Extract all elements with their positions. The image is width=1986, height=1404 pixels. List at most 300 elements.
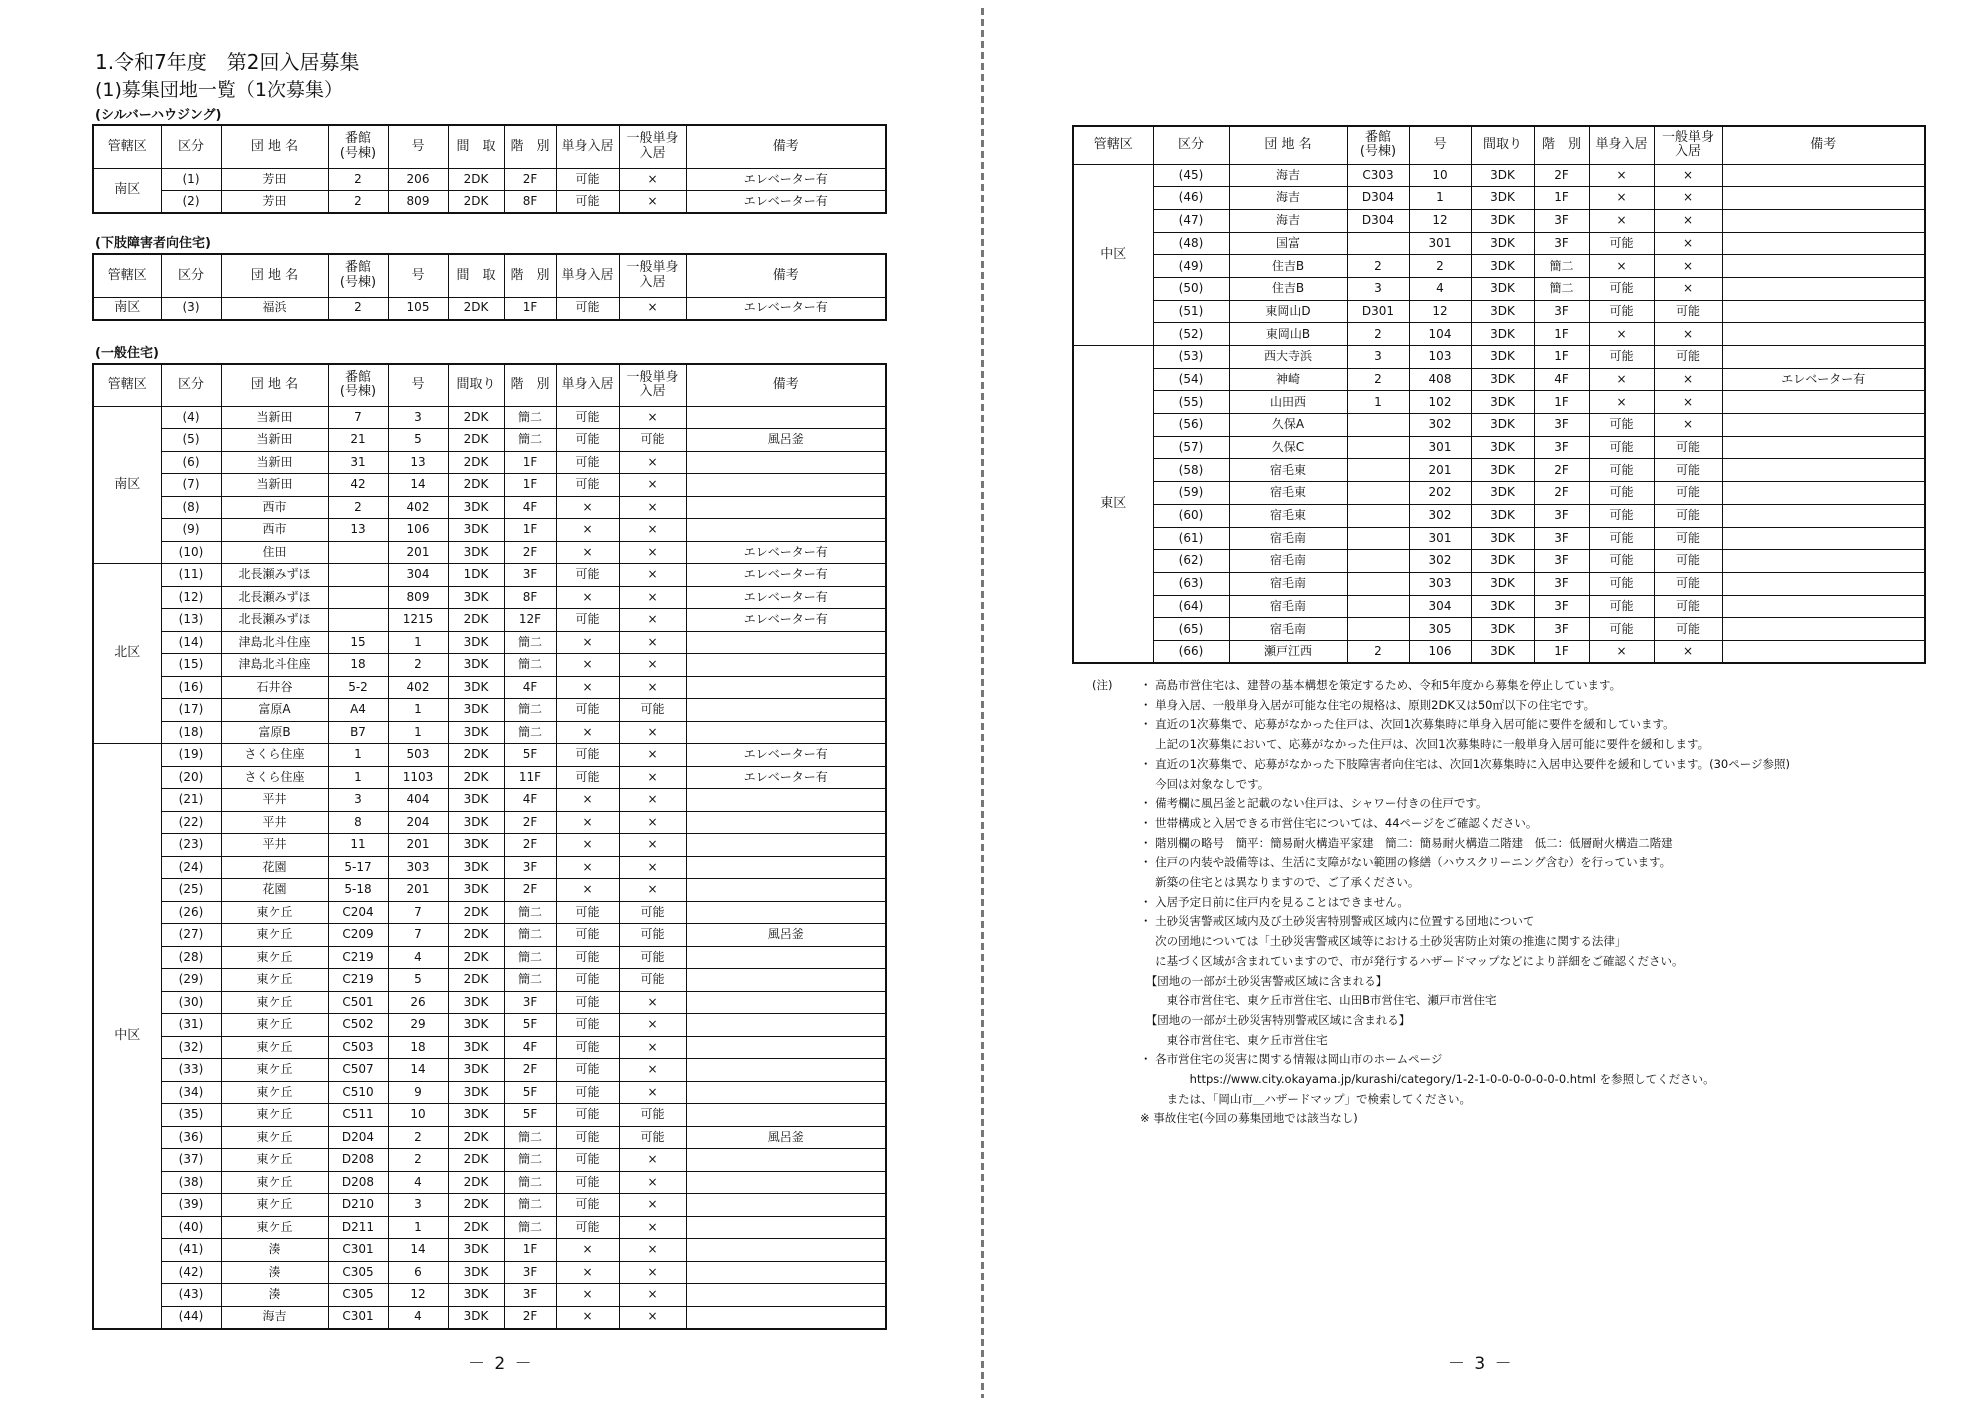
floor-cell: 1F	[1534, 640, 1589, 663]
table-row	[1073, 300, 1925, 323]
unit-number-cell: (63)	[1153, 572, 1229, 595]
room-number-cell: 14	[388, 474, 448, 497]
complex-name-cell: 東ケ丘	[221, 1014, 328, 1037]
layout-cell: 3DK	[448, 1059, 504, 1082]
column-header: 管轄区	[93, 254, 161, 297]
floor-cell: 2F	[1534, 482, 1589, 505]
unit-number-cell: (12)	[161, 586, 221, 609]
complex-name-cell: 瀬戸江西	[1229, 640, 1347, 663]
floor-cell: 4F	[1534, 368, 1589, 391]
floor-cell: 簡二	[504, 969, 556, 992]
general-single-occupancy-cell: ×	[619, 1059, 686, 1082]
layout-cell: 2DK	[448, 1149, 504, 1172]
building-number-cell	[1347, 232, 1409, 255]
unit-number-cell: (57)	[1153, 436, 1229, 459]
room-number-cell: 9	[388, 1081, 448, 1104]
single-occupancy-cell: 可能	[556, 1036, 619, 1059]
complex-name-cell: 久保C	[1229, 436, 1347, 459]
building-number-cell: D210	[328, 1194, 388, 1217]
remarks-cell	[1722, 640, 1925, 663]
floor-cell: 2F	[504, 1059, 556, 1082]
complex-name-cell: 住田	[221, 541, 328, 564]
layout-cell: 1DK	[448, 564, 504, 587]
note-line: ・ 階別欄の略号 簡平：簡易耐火構造平家建 簡二：簡易耐火構造二階建 低二：低層耐火構造二階建	[1140, 835, 1673, 850]
column-header: 間取り	[448, 364, 504, 406]
complex-name-cell: 当新田	[221, 451, 328, 474]
unit-number-cell: (41)	[161, 1239, 221, 1262]
room-number-cell: 1	[388, 699, 448, 722]
complex-name-cell: 石井谷	[221, 676, 328, 699]
unit-number-cell: (16)	[161, 676, 221, 699]
column-header: 一般単身 入居	[1654, 126, 1722, 164]
floor-cell: 簡二	[504, 1194, 556, 1217]
single-occupancy-cell: ×	[556, 789, 619, 812]
single-occupancy-cell: 可能	[556, 766, 619, 789]
remarks-cell	[686, 879, 886, 902]
column-header: 階 別	[1534, 126, 1589, 164]
room-number-cell: 4	[388, 946, 448, 969]
single-occupancy-cell: 可能	[556, 1126, 619, 1149]
room-number-cell: 4	[1409, 277, 1471, 300]
general-single-occupancy-cell: ×	[1654, 323, 1722, 346]
room-number-cell: 106	[1409, 640, 1471, 663]
table-row	[1073, 209, 1925, 232]
table-row	[1073, 459, 1925, 482]
floor-cell: 1F	[1534, 187, 1589, 210]
room-number-cell: 809	[388, 586, 448, 609]
building-number-cell: 15	[328, 631, 388, 654]
general-single-occupancy-cell: ×	[619, 1194, 686, 1217]
layout-cell: 2DK	[448, 429, 504, 452]
building-number-cell	[1347, 436, 1409, 459]
layout-cell: 2DK	[448, 474, 504, 497]
room-number-cell: 5	[388, 429, 448, 452]
layout-cell: 2DK	[448, 901, 504, 924]
district-cell: 南区	[93, 168, 161, 213]
room-number-cell: 10	[1409, 164, 1471, 187]
general-single-occupancy-cell: ×	[619, 297, 686, 320]
table-row	[93, 519, 886, 542]
table-row	[1073, 391, 1925, 414]
unit-number-cell: (9)	[161, 519, 221, 542]
table-row	[93, 191, 886, 214]
unit-number-cell: (40)	[161, 1216, 221, 1239]
room-number-cell: 302	[1409, 550, 1471, 573]
remarks-cell	[686, 1036, 886, 1059]
remarks-cell: 風呂釜	[686, 924, 886, 947]
floor-cell: 4F	[504, 789, 556, 812]
general-single-occupancy-cell: ×	[619, 1149, 686, 1172]
building-number-cell: 2	[328, 297, 388, 320]
remarks-cell	[686, 789, 886, 812]
room-number-cell: 809	[388, 191, 448, 214]
unit-number-cell: (55)	[1153, 391, 1229, 414]
complex-name-cell: 山田西	[1229, 391, 1347, 414]
unit-number-cell: (7)	[161, 474, 221, 497]
unit-number-cell: (50)	[1153, 277, 1229, 300]
complex-name-cell: 平井	[221, 789, 328, 812]
table-header-row	[93, 254, 886, 297]
remarks-cell: エレベーター有	[686, 586, 886, 609]
floor-cell: 3F	[1534, 209, 1589, 232]
table-row	[93, 834, 886, 857]
single-occupancy-cell: 可能	[556, 991, 619, 1014]
table-row	[1073, 550, 1925, 573]
complex-name-cell: 東ケ丘	[221, 991, 328, 1014]
floor-cell: 簡二	[1534, 255, 1589, 278]
layout-cell: 3DK	[1471, 459, 1534, 482]
layout-cell: 3DK	[448, 789, 504, 812]
remarks-cell	[686, 1216, 886, 1239]
general-single-occupancy-cell: ×	[619, 1239, 686, 1262]
general-single-occupancy-cell: 可能	[619, 1126, 686, 1149]
complex-name-cell: 東ケ丘	[221, 946, 328, 969]
table-row	[93, 1014, 886, 1037]
building-number-cell	[1347, 595, 1409, 618]
unit-number-cell: (25)	[161, 879, 221, 902]
note-line: または、「岡山市＿ハザードマップ」で検索してください。	[1140, 1091, 1471, 1106]
district-cell: 北区	[93, 564, 161, 744]
complex-name-cell: さくら住座	[221, 766, 328, 789]
unit-number-cell: (6)	[161, 451, 221, 474]
general-single-occupancy-cell: ×	[619, 1306, 686, 1329]
complex-name-cell: 当新田	[221, 474, 328, 497]
general-single-occupancy-cell: ×	[619, 744, 686, 767]
note-line: 今回は対象なしです。	[1140, 776, 1270, 791]
complex-name-cell: 海吉	[1229, 187, 1347, 210]
building-number-cell: 5-2	[328, 676, 388, 699]
room-number-cell: 12	[388, 1284, 448, 1307]
note-line: ・ 直近の1次募集で、応募がなかった住戸は、次回1次募集時に単身入居可能に要件を緩和しています。	[1140, 717, 1675, 732]
remarks-cell	[686, 496, 886, 519]
general-single-occupancy-cell: ×	[619, 676, 686, 699]
single-occupancy-cell: 可能	[556, 191, 619, 214]
room-number-cell: 402	[388, 676, 448, 699]
complex-name-cell: 津島北斗住座	[221, 631, 328, 654]
note-line: 【団地の一部が土砂災害警戒区域に含まれる】	[1140, 973, 1388, 988]
floor-cell: 3F	[1534, 414, 1589, 437]
section-caption-general: (一般住宅)	[95, 346, 159, 361]
floor-cell: 4F	[504, 496, 556, 519]
general-single-occupancy-cell: ×	[1654, 368, 1722, 391]
single-occupancy-cell: ×	[1589, 255, 1654, 278]
single-occupancy-cell: 可能	[1589, 436, 1654, 459]
unit-number-cell: (14)	[161, 631, 221, 654]
column-header: 番館 (号棟)	[328, 364, 388, 406]
remarks-cell	[686, 699, 886, 722]
room-number-cell: 102	[1409, 391, 1471, 414]
building-number-cell: 1	[328, 766, 388, 789]
remarks-cell	[686, 1081, 886, 1104]
unit-number-cell: (60)	[1153, 504, 1229, 527]
unit-number-cell: (15)	[161, 654, 221, 677]
single-occupancy-cell: ×	[556, 654, 619, 677]
remarks-cell	[686, 1239, 886, 1262]
complex-name-cell: 住吉B	[1229, 277, 1347, 300]
column-header: 号	[388, 125, 448, 168]
table-row	[93, 699, 886, 722]
notes-tag: (注)	[1092, 678, 1113, 692]
floor-cell: 1F	[504, 474, 556, 497]
unit-number-cell: (18)	[161, 721, 221, 744]
unit-number-cell: (2)	[161, 191, 221, 214]
floor-cell: 簡二	[504, 721, 556, 744]
building-number-cell: 3	[1347, 346, 1409, 369]
table-row	[93, 586, 886, 609]
table-row	[93, 496, 886, 519]
remarks-cell	[686, 519, 886, 542]
floor-cell: 2F	[504, 1306, 556, 1329]
single-occupancy-cell: ×	[556, 519, 619, 542]
page-fold-divider	[981, 8, 984, 1398]
building-number-cell: 2	[328, 168, 388, 191]
unit-number-cell: (1)	[161, 168, 221, 191]
general-single-occupancy-cell: 可能	[1654, 572, 1722, 595]
general-single-occupancy-cell: ×	[619, 1171, 686, 1194]
remarks-cell	[1722, 323, 1925, 346]
floor-cell: 12F	[504, 609, 556, 632]
floor-cell: 4F	[504, 676, 556, 699]
building-number-cell: D208	[328, 1149, 388, 1172]
unit-number-cell: (29)	[161, 969, 221, 992]
table-row	[93, 924, 886, 947]
room-number-cell: 202	[1409, 482, 1471, 505]
layout-cell: 3DK	[448, 631, 504, 654]
floor-cell: 2F	[1534, 459, 1589, 482]
column-header: 号	[388, 254, 448, 297]
remarks-cell	[1722, 255, 1925, 278]
floor-cell: 11F	[504, 766, 556, 789]
layout-cell: 3DK	[448, 1014, 504, 1037]
complex-name-cell: 津島北斗住座	[221, 654, 328, 677]
floor-cell: 8F	[504, 191, 556, 214]
layout-cell: 3DK	[1471, 209, 1534, 232]
table-row	[1073, 187, 1925, 210]
room-number-cell: 201	[388, 834, 448, 857]
remarks-cell	[1722, 391, 1925, 414]
layout-cell: 3DK	[448, 699, 504, 722]
general-single-occupancy-cell: 可能	[619, 1104, 686, 1127]
table-row	[93, 879, 886, 902]
single-occupancy-cell: 可能	[1589, 300, 1654, 323]
single-occupancy-cell: ×	[556, 631, 619, 654]
building-number-cell	[328, 586, 388, 609]
table-row	[93, 721, 886, 744]
floor-cell: 3F	[1534, 595, 1589, 618]
floor-cell: 簡二	[504, 901, 556, 924]
column-header: 階 別	[504, 364, 556, 406]
room-number-cell: 14	[388, 1059, 448, 1082]
table-row	[1073, 414, 1925, 437]
layout-cell: 3DK	[448, 879, 504, 902]
unit-number-cell: (64)	[1153, 595, 1229, 618]
building-number-cell: C305	[328, 1284, 388, 1307]
complex-name-cell: 住吉B	[1229, 255, 1347, 278]
general-single-occupancy-cell: ×	[1654, 209, 1722, 232]
room-number-cell: 4	[388, 1306, 448, 1329]
layout-cell: 2DK	[448, 451, 504, 474]
general-single-occupancy-cell: ×	[619, 631, 686, 654]
complex-name-cell: 湊	[221, 1261, 328, 1284]
layout-cell: 2DK	[448, 969, 504, 992]
remarks-cell	[686, 1306, 886, 1329]
remarks-cell	[1722, 232, 1925, 255]
complex-name-cell: 国富	[1229, 232, 1347, 255]
layout-cell: 2DK	[448, 924, 504, 947]
complex-name-cell: 宿毛南	[1229, 572, 1347, 595]
table-row	[93, 811, 886, 834]
unit-number-cell: (22)	[161, 811, 221, 834]
unit-number-cell: (32)	[161, 1036, 221, 1059]
single-occupancy-cell: ×	[1589, 640, 1654, 663]
complex-name-cell: 東ケ丘	[221, 901, 328, 924]
general-single-occupancy-cell: ×	[1654, 187, 1722, 210]
floor-cell: 2F	[504, 879, 556, 902]
room-number-cell: 303	[1409, 572, 1471, 595]
layout-cell: 3DK	[1471, 164, 1534, 187]
unit-number-cell: (39)	[161, 1194, 221, 1217]
remarks-cell	[686, 811, 886, 834]
building-number-cell: 31	[328, 451, 388, 474]
unit-number-cell: (4)	[161, 406, 221, 429]
unit-number-cell: (30)	[161, 991, 221, 1014]
general-single-occupancy-cell: ×	[1654, 164, 1722, 187]
single-occupancy-cell: 可能	[556, 564, 619, 587]
single-occupancy-cell: 可能	[1589, 346, 1654, 369]
floor-cell: 簡二	[504, 924, 556, 947]
room-number-cell: 103	[1409, 346, 1471, 369]
remarks-cell	[1722, 572, 1925, 595]
general-single-occupancy-cell: 可能	[1654, 482, 1722, 505]
single-occupancy-cell: ×	[556, 1306, 619, 1329]
column-header: 番館 (号棟)	[328, 254, 388, 297]
room-number-cell: 2	[388, 1149, 448, 1172]
complex-name-cell: 海吉	[1229, 164, 1347, 187]
column-header: 間 取	[448, 125, 504, 168]
table-header-row	[1073, 126, 1925, 164]
floor-cell: 3F	[1534, 436, 1589, 459]
table-row	[1073, 346, 1925, 369]
column-header: 間 取	[448, 254, 504, 297]
remarks-cell	[1722, 550, 1925, 573]
layout-cell: 3DK	[1471, 572, 1534, 595]
room-number-cell: 12	[1409, 300, 1471, 323]
table-row	[93, 1216, 886, 1239]
general-single-occupancy-cell: 可能	[1654, 550, 1722, 573]
unit-number-cell: (34)	[161, 1081, 221, 1104]
building-number-cell	[1347, 504, 1409, 527]
page-number: － 3 －	[1448, 1354, 1514, 1374]
building-number-cell: C219	[328, 969, 388, 992]
floor-cell: 3F	[504, 1261, 556, 1284]
room-number-cell: 201	[388, 541, 448, 564]
complex-name-cell: 神崎	[1229, 368, 1347, 391]
room-number-cell: 3	[388, 1194, 448, 1217]
complex-name-cell: 宿毛東	[1229, 504, 1347, 527]
single-occupancy-cell: 可能	[556, 429, 619, 452]
unit-number-cell: (62)	[1153, 550, 1229, 573]
general-single-occupancy-cell: ×	[1654, 255, 1722, 278]
remarks-cell	[686, 1014, 886, 1037]
table-row	[93, 297, 886, 320]
remarks-cell: 風呂釜	[686, 429, 886, 452]
building-number-cell: 2	[1347, 368, 1409, 391]
single-occupancy-cell: 可能	[1589, 459, 1654, 482]
general-single-occupancy-cell: ×	[619, 856, 686, 879]
layout-cell: 3DK	[1471, 550, 1534, 573]
remarks-cell	[1722, 527, 1925, 550]
complex-name-cell: 東ケ丘	[221, 924, 328, 947]
single-occupancy-cell: 可能	[556, 969, 619, 992]
table-row	[93, 969, 886, 992]
column-header: 区分	[1153, 126, 1229, 164]
unit-number-cell: (24)	[161, 856, 221, 879]
remarks-cell	[1722, 209, 1925, 232]
unit-number-cell: (61)	[1153, 527, 1229, 550]
building-number-cell	[328, 564, 388, 587]
unit-number-cell: (51)	[1153, 300, 1229, 323]
remarks-cell: エレベーター有	[686, 766, 886, 789]
remarks-cell	[1722, 414, 1925, 437]
layout-cell: 3DK	[1471, 323, 1534, 346]
building-number-cell: C204	[328, 901, 388, 924]
building-number-cell: C511	[328, 1104, 388, 1127]
floor-cell: 3F	[1534, 550, 1589, 573]
single-occupancy-cell: ×	[556, 676, 619, 699]
column-header: 備考	[686, 254, 886, 297]
remarks-cell	[686, 834, 886, 857]
section-caption-silver: (シルバーハウジング)	[95, 108, 222, 123]
remarks-cell	[686, 969, 886, 992]
table-row	[93, 451, 886, 474]
single-occupancy-cell: 可能	[1589, 550, 1654, 573]
general-single-occupancy-cell: 可能	[1654, 504, 1722, 527]
room-number-cell: 13	[388, 451, 448, 474]
remarks-cell: エレベーター有	[686, 564, 886, 587]
unit-number-cell: (56)	[1153, 414, 1229, 437]
room-number-cell: 2	[1409, 255, 1471, 278]
complex-name-cell: 花園	[221, 856, 328, 879]
column-header: 一般単身 入居	[619, 364, 686, 406]
column-header: 備考	[1722, 126, 1925, 164]
building-number-cell	[1347, 550, 1409, 573]
table-row	[93, 1306, 886, 1329]
layout-cell: 2DK	[448, 297, 504, 320]
single-occupancy-cell: ×	[556, 1284, 619, 1307]
unit-number-cell: (49)	[1153, 255, 1229, 278]
remarks-cell: エレベーター有	[686, 541, 886, 564]
unit-number-cell: (21)	[161, 789, 221, 812]
layout-cell: 2DK	[448, 609, 504, 632]
note-line: ・ 備考欄に風呂釜と記載のない住戸は、シャワー付きの住戸です。	[1140, 796, 1488, 811]
table-row	[1073, 255, 1925, 278]
general-single-occupancy-cell: ×	[1654, 277, 1722, 300]
unit-number-cell: (23)	[161, 834, 221, 857]
unit-number-cell: (10)	[161, 541, 221, 564]
floor-cell: 1F	[504, 297, 556, 320]
building-number-cell: 2	[1347, 323, 1409, 346]
room-number-cell: 2	[388, 654, 448, 677]
remarks-cell	[686, 451, 886, 474]
general-housing-table-continued	[1072, 125, 1926, 664]
single-occupancy-cell: 可能	[556, 609, 619, 632]
table-row	[93, 474, 886, 497]
room-number-cell: 304	[388, 564, 448, 587]
layout-cell: 3DK	[1471, 187, 1534, 210]
layout-cell: 3DK	[1471, 368, 1534, 391]
general-housing-table	[92, 363, 887, 1330]
room-number-cell: 408	[1409, 368, 1471, 391]
